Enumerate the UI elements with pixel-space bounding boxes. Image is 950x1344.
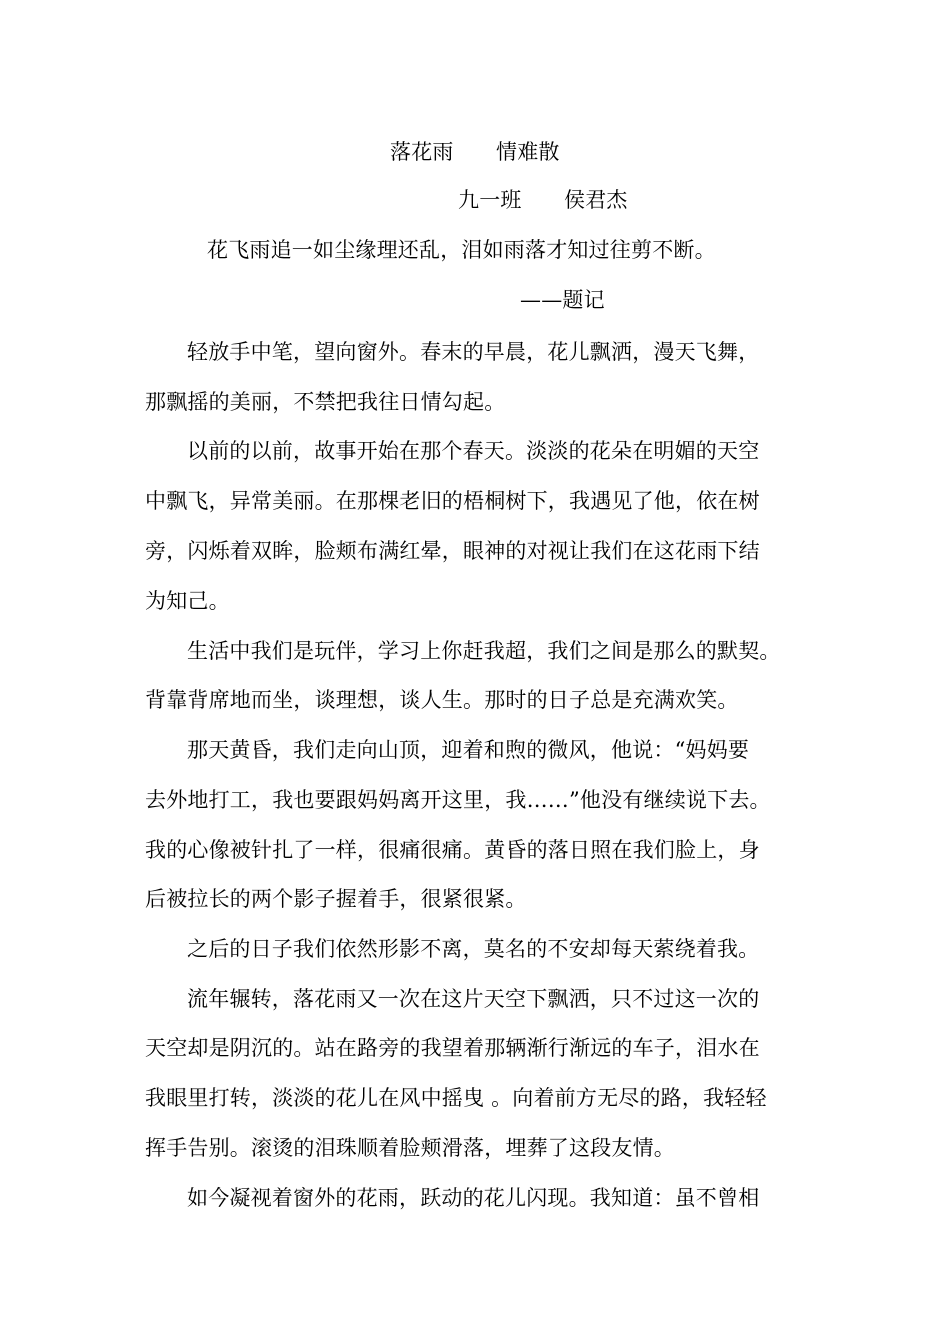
author-byline: 九一班 侯君杰	[458, 188, 628, 212]
body-line: 天空却是阴沉的。站在路旁的我望着那辆渐行渐远的车子，泪水在	[145, 1036, 760, 1060]
body-line: 以前的以前，故事开始在那个春天。淡淡的花朵在明媚的天空	[187, 439, 760, 463]
body-line: 我眼里打转，淡淡的花儿在风中摇曳 。向着前方无尽的路，我轻轻	[145, 1086, 767, 1110]
body-line: 那飘摇的美丽，不禁把我往日情勾起。	[145, 390, 506, 414]
body-line: 去外地打工，我也要跟妈妈离开这里，我……”他没有继续说下去。	[145, 788, 771, 812]
body-line: 我的心像被针扎了一样，很痛很痛。黄昏的落日照在我们脸上，身	[145, 838, 760, 862]
epigraph-text: 花飞雨追一如尘缘理还乱，泪如雨落才知过往剪不断。	[207, 238, 716, 262]
essay-title: 落花雨 情难散	[390, 140, 560, 164]
body-line: 那天黄昏，我们走向山顶，迎着和煦的微风，他说：“妈妈要	[187, 738, 750, 762]
body-line: 生活中我们是玩伴，学习上你赶我超，我们之间是那么的默契。	[187, 639, 781, 663]
body-line: 如今凝视着窗外的花雨，跃动的花儿闪现。我知道：虽不曾相	[187, 1186, 760, 1210]
body-line: 轻放手中笔，望向窗外。春末的早晨，花儿飘洒，漫天飞舞，	[187, 340, 760, 364]
body-line: 中飘飞，异常美丽。在那棵老旧的梧桐树下，我遇见了他，依在树	[145, 489, 760, 513]
body-line: 背靠背席地而坐，谈理想，谈人生。那时的日子总是充满欢笑。	[145, 688, 739, 712]
body-line: 之后的日子我们依然形影不离，莫名的不安却每天萦绕着我。	[187, 937, 760, 961]
body-line: 挥手告别。滚烫的泪珠顺着脸颊滑落，埋葬了这段友情。	[145, 1136, 675, 1160]
body-line: 流年辗转，落花雨又一次在这片天空下飘洒，只不过这一次的	[187, 987, 760, 1011]
body-line: 旁，闪烁着双眸，脸颊布满红晕，眼神的对视让我们在这花雨下结	[145, 539, 760, 563]
body-line: 为知己。	[145, 589, 230, 613]
epigraph-attribution: ——题记	[520, 288, 605, 312]
body-line: 后被拉长的两个影子握着手，很紧很紧。	[145, 887, 527, 911]
